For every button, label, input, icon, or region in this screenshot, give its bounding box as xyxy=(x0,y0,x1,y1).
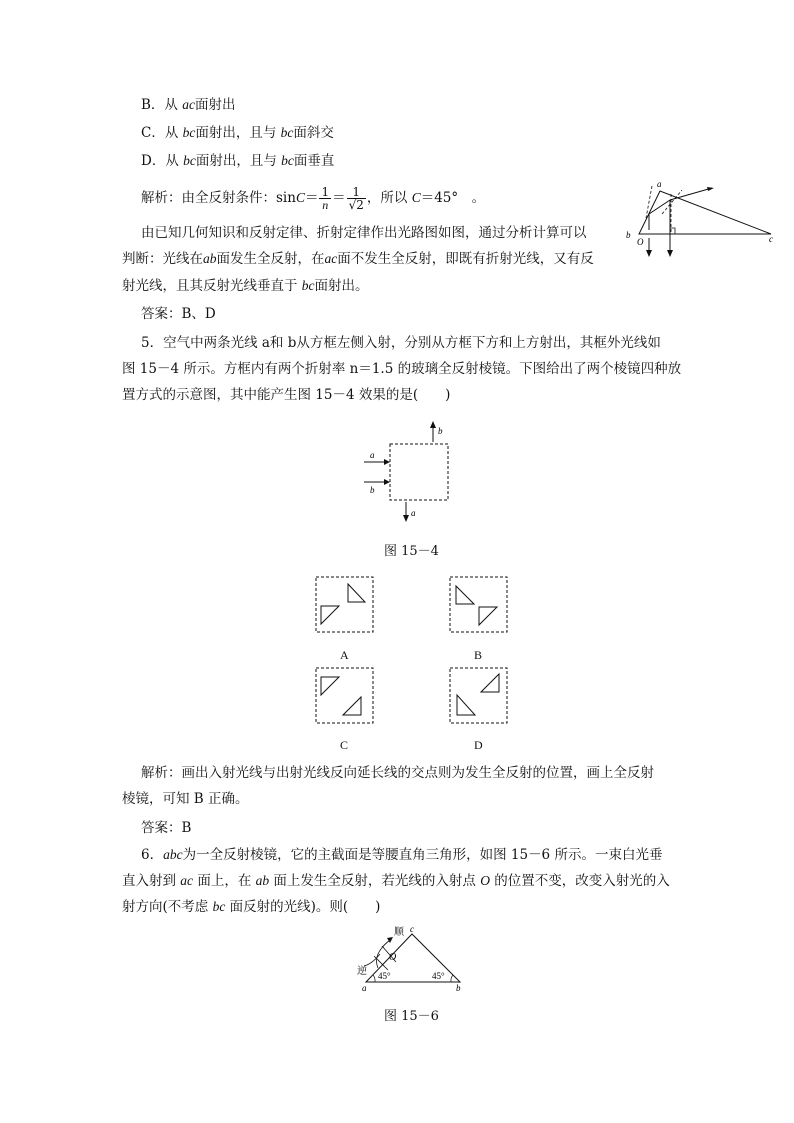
fig156-label-a: a xyxy=(362,983,367,993)
figure-15-4-caption: 图 15－4 xyxy=(384,544,439,559)
q4-label-a: a xyxy=(657,179,662,189)
q4-label-b: b xyxy=(626,230,631,240)
fraction-1-over-n: $\frac{1}{n}$ xyxy=(321,185,330,212)
analysis-q4-line2: 由已知几何知识和反射定律、折射定律作出光路图如图，通过分析计算可以 xyxy=(141,225,587,241)
option-c: C．从 bc面射出，且与 bc面斜交 xyxy=(141,125,334,141)
q4-label-o: O xyxy=(637,237,644,247)
q5-line3: 置方式的示意图，其中能产生图 15－4 效果的是( ) xyxy=(122,387,451,403)
q6-line2: 直入射到 ac 面上，在 ab 面上发生全反射，若光线的入射点 O 的位置不变，改变入射光的入 xyxy=(122,873,670,889)
q4-label-c: c xyxy=(769,234,773,244)
answer-q4: 答案：B、D xyxy=(141,306,216,322)
fig156-angle-right: 45° xyxy=(432,971,445,981)
fig156-label-o: O xyxy=(389,952,397,963)
prism-option-d-diagram xyxy=(449,667,509,725)
q6-line3: 射方向(不考虑 bc 面反射的光线)。则( ) xyxy=(122,899,381,915)
analysis-q4-line1: 解析：由全反射条件：sinC＝ $\frac{1}{n}$ ＝ $\frac{1}{√2}$ ，所以 C＝45° 。 xyxy=(141,185,486,212)
prism-option-a-diagram xyxy=(315,576,375,634)
prism-option-d-label: D xyxy=(474,738,483,752)
prism-option-b-diagram xyxy=(449,576,509,634)
prism-option-a-label: A xyxy=(340,648,349,662)
prism-option-c-diagram xyxy=(315,667,375,725)
option-b: B．从 ac面射出 xyxy=(141,97,236,113)
prism-option-b-label: B xyxy=(474,648,483,662)
fraction-1-over-root2: $\frac{1}{√2}$ xyxy=(348,185,364,212)
fig156-label-c: c xyxy=(410,924,414,934)
fig154-label-b-out: b xyxy=(438,426,443,436)
q6-line1: 6．abc为一全反射棱镜，它的主截面是等腰直角三角形，如图 15－6 所示。一束白光垂 xyxy=(141,847,663,863)
fig154-label-a-out: a xyxy=(411,508,416,518)
figure-15-6 xyxy=(352,924,468,994)
fig156-angle-left: 45° xyxy=(378,971,391,981)
fig156-label-shun: 顺 xyxy=(394,927,404,938)
q4-prism-diagram xyxy=(622,178,774,264)
fig156-label-ni: 逆 xyxy=(357,966,367,977)
figure-15-6-caption: 图 15－6 xyxy=(384,1009,439,1024)
fig154-label-a-in: a xyxy=(370,450,375,460)
analysis-q4-line3: 判断：光线在ab面发生全反射，在ac面不发生全反射，即既有折射光线，又有反 xyxy=(122,251,594,267)
analysis-q5-line2: 棱镜，可知 B 正确。 xyxy=(122,791,249,807)
analysis-q4-line4: 射光线，且其反射光线垂直于 bc面射出。 xyxy=(122,278,369,294)
prism-option-c-label: C xyxy=(340,738,349,752)
q5-line1: 5．空气中两条光线 a和 b从方框左侧入射，分别从方框下方和上方射出，其框外光线如 xyxy=(141,335,661,351)
answer-q5: 答案：B xyxy=(141,820,192,836)
q5-line2: 图 15－4 所示。方框内有两个折射率 n＝1.5 的玻璃全反射棱镜。下图给出了两个棱镜四种放 xyxy=(122,361,682,377)
fig154-label-b-in: b xyxy=(370,485,375,495)
option-d: D．从 bc面射出，且与 bc面垂直 xyxy=(141,153,335,169)
fig156-label-b: b xyxy=(456,983,461,993)
analysis-q5-line1: 解析：画出入射光线与出射光线反向延长线的交点则为发生全反射的位置，画上全反射 xyxy=(141,765,654,781)
figure-15-4 xyxy=(358,420,458,525)
